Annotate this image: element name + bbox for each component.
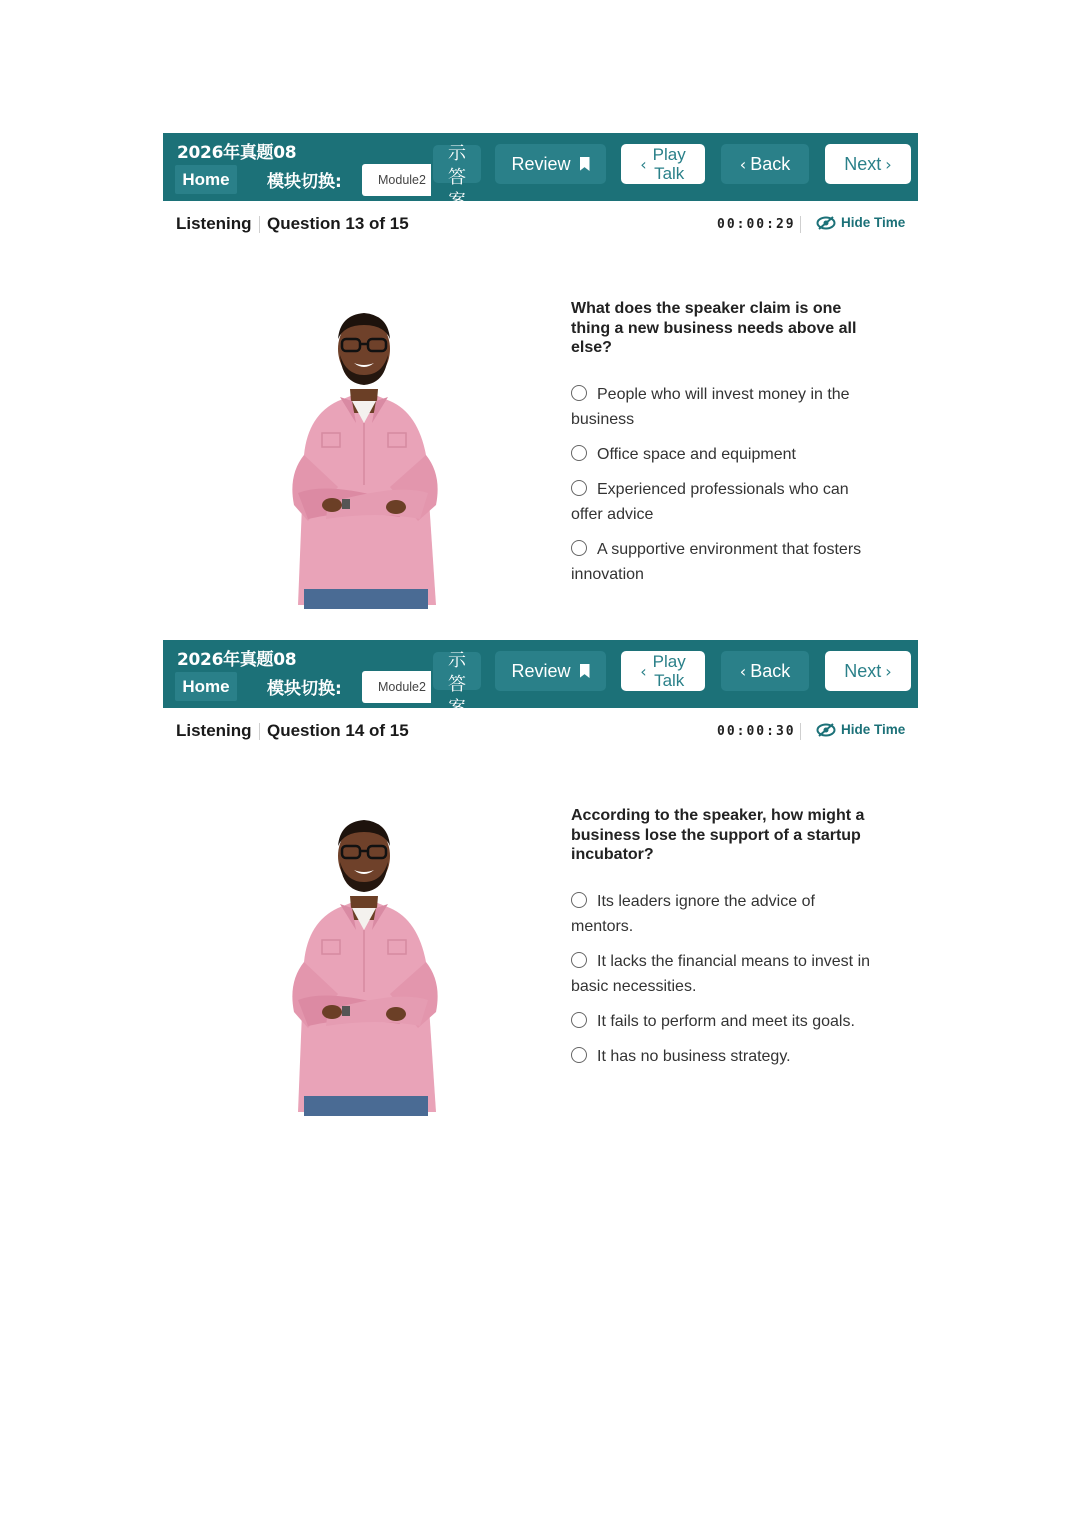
divider xyxy=(259,216,260,233)
chevron-left-icon: ‹ xyxy=(640,154,647,174)
radio-icon[interactable] xyxy=(571,1012,587,1028)
timer: 00:00:29 xyxy=(717,217,796,232)
top-toolbar xyxy=(163,133,918,212)
radio-icon[interactable] xyxy=(571,892,587,908)
review-label: Review xyxy=(511,153,571,174)
hide-time-button[interactable] xyxy=(816,215,905,230)
chevron-left-icon: ‹ xyxy=(739,154,747,174)
hide-time-button[interactable] xyxy=(816,722,905,737)
option-label: Its leaders ignore the advice of mentors. xyxy=(571,892,815,935)
module-select[interactable]: Module2 xyxy=(362,671,431,703)
radio-icon[interactable] xyxy=(571,540,587,556)
next-button[interactable] xyxy=(825,144,911,184)
question-panel xyxy=(571,806,881,1079)
play-label: Play xyxy=(652,652,686,671)
next-label: Next xyxy=(844,153,882,174)
next-button[interactable] xyxy=(825,651,911,691)
question-header xyxy=(163,720,918,742)
back-button[interactable] xyxy=(721,651,809,691)
answer-char-2: 答 xyxy=(448,167,466,188)
speaker-illustration xyxy=(268,812,458,1116)
section-label: Listening xyxy=(176,721,252,740)
show-answer-toggle[interactable] xyxy=(433,640,481,719)
answer-char-3: 案 xyxy=(448,191,466,212)
play-talk-button[interactable] xyxy=(621,651,705,691)
home-button[interactable]: Home xyxy=(175,672,237,701)
answer-option[interactable] xyxy=(571,1009,871,1034)
speaker-illustration xyxy=(268,305,458,609)
divider xyxy=(259,723,260,740)
bookmark-icon xyxy=(580,157,590,171)
option-label: People who will invest money in the business xyxy=(571,385,850,428)
back-button[interactable] xyxy=(721,144,809,184)
eye-slash-icon xyxy=(816,723,836,737)
review-button[interactable] xyxy=(495,651,606,691)
module-select[interactable]: Module2 xyxy=(362,164,431,196)
home-button[interactable]: Home xyxy=(175,165,237,194)
option-label: Office space and equipment xyxy=(597,445,796,463)
answer-option[interactable] xyxy=(571,889,871,939)
question-header xyxy=(163,213,918,235)
option-label: It fails to perform and meet its goals. xyxy=(597,1012,855,1030)
option-label: Experienced professionals who can offer advice xyxy=(571,480,849,523)
next-label: Next xyxy=(844,660,882,681)
option-label: A supportive environment that fosters innovation xyxy=(571,540,862,583)
answer-option[interactable] xyxy=(571,382,871,432)
answer-option[interactable] xyxy=(571,949,871,999)
back-label: Back xyxy=(750,660,791,681)
talk-label: Talk xyxy=(654,164,685,183)
option-label: It lacks the financial means to invest in basic necessities. xyxy=(571,952,871,995)
answer-char-1: 示 xyxy=(448,650,466,671)
chevron-right-icon: › xyxy=(885,661,892,681)
hide-time-label: Hide Time xyxy=(841,722,906,737)
back-label: Back xyxy=(750,153,791,174)
play-label: Play xyxy=(652,145,686,164)
radio-icon[interactable] xyxy=(571,445,587,461)
answer-options xyxy=(571,889,881,1069)
review-button[interactable] xyxy=(495,144,606,184)
section-label: Listening xyxy=(176,214,252,233)
play-talk-button[interactable] xyxy=(621,144,705,184)
radio-icon[interactable] xyxy=(571,1047,587,1063)
module-switch-label: 模块切换: xyxy=(267,679,342,699)
divider xyxy=(800,723,801,740)
module-switch-label: 模块切换: xyxy=(267,172,342,192)
hide-time-label: Hide Time xyxy=(841,215,906,230)
exam-screen xyxy=(163,133,918,623)
answer-option[interactable] xyxy=(571,1044,871,1069)
question-counter: Question 14 of 15 xyxy=(267,721,409,740)
top-toolbar xyxy=(163,640,918,719)
option-label: It has no business strategy. xyxy=(597,1047,791,1065)
answer-char-2: 答 xyxy=(448,674,466,695)
exam-title: 2026年真题08 xyxy=(177,650,297,670)
exam-screen xyxy=(163,640,918,1130)
question-panel xyxy=(571,299,881,597)
eye-slash-icon xyxy=(816,216,836,230)
answer-options xyxy=(571,382,881,587)
question-counter: Question 13 of 15 xyxy=(267,214,409,233)
question-text: According to the speaker, how might a business lose the support of a startup incubator? xyxy=(571,807,865,863)
review-label: Review xyxy=(511,660,571,681)
exam-title: 2026年真题08 xyxy=(177,143,297,163)
radio-icon[interactable] xyxy=(571,480,587,496)
answer-option[interactable] xyxy=(571,537,871,587)
bookmark-icon xyxy=(580,664,590,678)
chevron-left-icon: ‹ xyxy=(640,661,647,681)
answer-option[interactable] xyxy=(571,442,871,467)
answer-char-1: 示 xyxy=(448,143,466,164)
timer: 00:00:30 xyxy=(717,724,796,739)
answer-char-3: 案 xyxy=(448,698,466,719)
chevron-left-icon: ‹ xyxy=(739,661,747,681)
answer-option[interactable] xyxy=(571,477,871,527)
talk-label: Talk xyxy=(654,671,685,690)
radio-icon[interactable] xyxy=(571,385,587,401)
radio-icon[interactable] xyxy=(571,952,587,968)
question-text: What does the speaker claim is one thing a new business needs above all else? xyxy=(571,300,857,356)
show-answer-toggle[interactable] xyxy=(433,133,481,212)
chevron-right-icon: › xyxy=(885,154,892,174)
divider xyxy=(800,216,801,233)
